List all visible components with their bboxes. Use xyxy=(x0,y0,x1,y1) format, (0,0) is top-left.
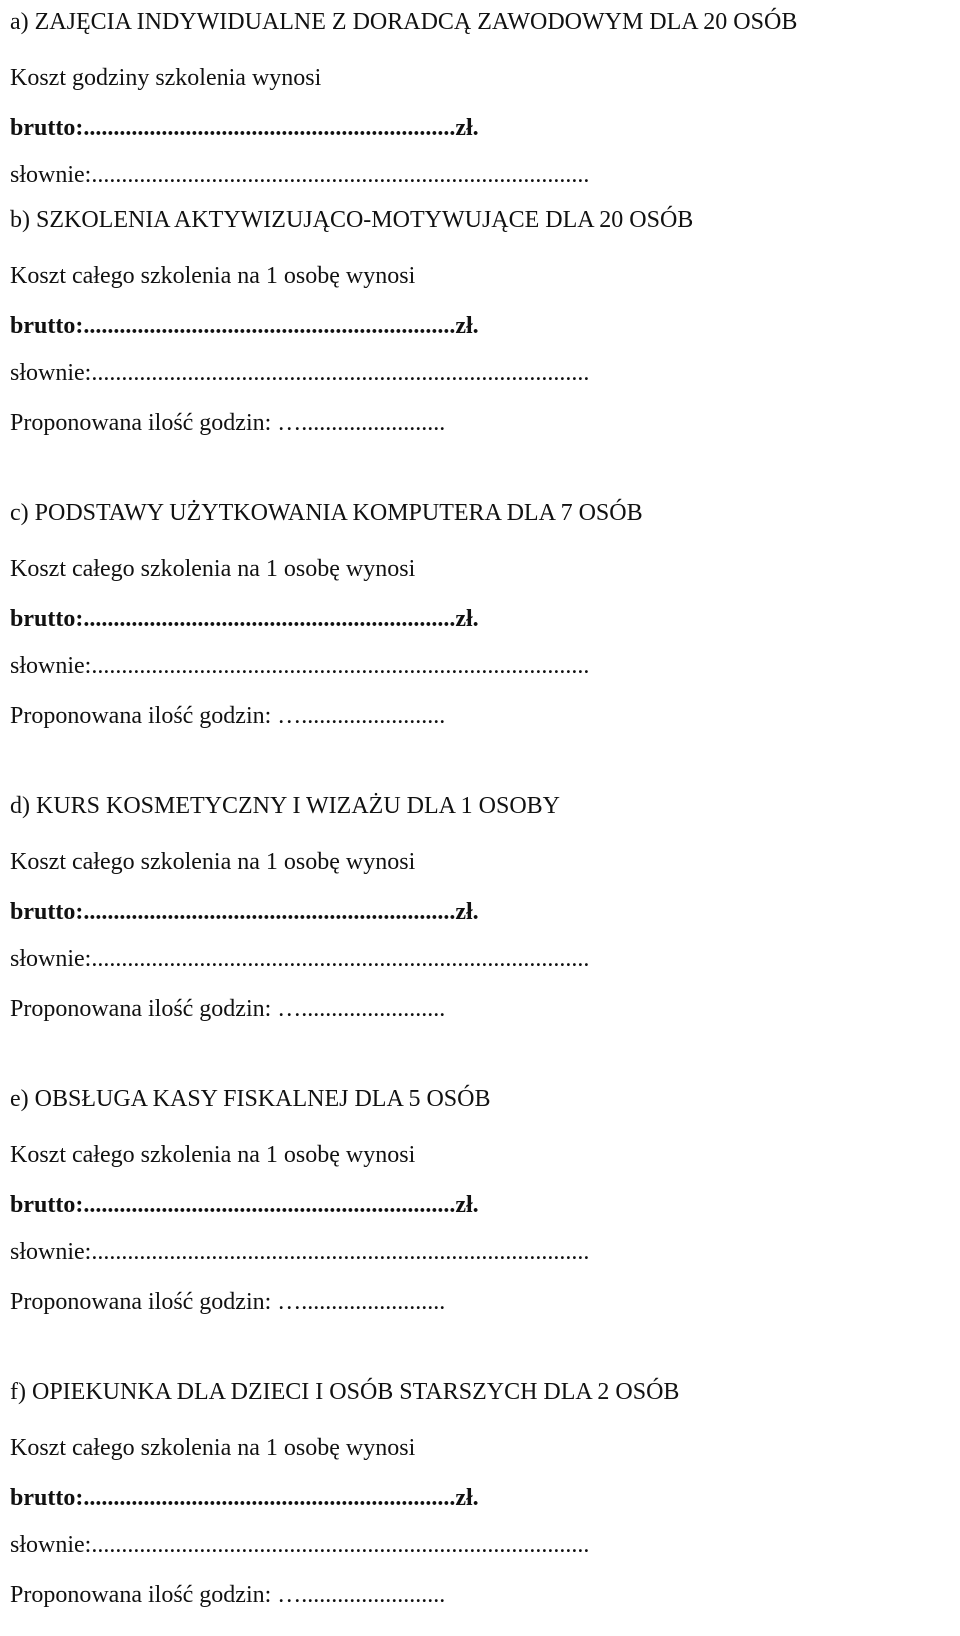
slownie-field: słownie:................................................................................... xyxy=(10,653,590,679)
cost-label: Koszt całego szkolenia na 1 osobę wynosi xyxy=(10,556,416,582)
slownie-field: słownie:................................................................................... xyxy=(10,946,590,972)
brutto-field: brutto:..............................................................zł. xyxy=(10,313,479,339)
cost-label: Koszt całego szkolenia na 1 osobę wynosi xyxy=(10,849,416,875)
slownie-field: słownie:................................................................................... xyxy=(10,1532,590,1558)
slownie-field: słownie:................................................................................... xyxy=(10,1239,590,1265)
brutto-field: brutto:..............................................................zł. xyxy=(10,1485,479,1511)
cost-label: Koszt całego szkolenia na 1 osobę wynosi xyxy=(10,263,416,289)
brutto-field: brutto:..............................................................zł. xyxy=(10,1192,479,1218)
slownie-field: słownie:................................................................................... xyxy=(10,162,590,188)
brutto-field: brutto:..............................................................zł. xyxy=(10,115,479,141)
section-heading: f) OPIEKUNKA DLA DZIECI I OSÓB STARSZYCH DLA 2 OSÓB xyxy=(10,1379,680,1405)
brutto-field: brutto:..............................................................zł. xyxy=(10,606,479,632)
hours-field: Proponowana ilość godzin: …........................ xyxy=(10,1289,446,1315)
hours-field: Proponowana ilość godzin: …........................ xyxy=(10,703,446,729)
section-heading: d) KURS KOSMETYCZNY I WIZAŻU DLA 1 OSOBY xyxy=(10,793,560,819)
section-heading: a) ZAJĘCIA INDYWIDUALNE Z DORADCĄ ZAWODOWYM DLA 20 OSÓB xyxy=(10,9,798,35)
cost-label: Koszt całego szkolenia na 1 osobę wynosi xyxy=(10,1435,416,1461)
section-heading: e) OBSŁUGA KASY FISKALNEJ DLA 5 OSÓB xyxy=(10,1086,491,1112)
section-heading: b) SZKOLENIA AKTYWIZUJĄCO-MOTYWUJĄCE DLA 20 OSÓB xyxy=(10,207,694,233)
hours-field: Proponowana ilość godzin: …........................ xyxy=(10,996,446,1022)
hours-field: Proponowana ilość godzin: …........................ xyxy=(10,410,446,436)
section-heading: c) PODSTAWY UŻYTKOWANIA KOMPUTERA DLA 7 OSÓB xyxy=(10,500,643,526)
cost-label: Koszt całego szkolenia na 1 osobę wynosi xyxy=(10,1142,416,1168)
slownie-field: słownie:................................................................................... xyxy=(10,360,590,386)
hours-field: Proponowana ilość godzin: …........................ xyxy=(10,1582,446,1608)
cost-label: Koszt godziny szkolenia wynosi xyxy=(10,65,322,91)
brutto-field: brutto:..............................................................zł. xyxy=(10,899,479,925)
